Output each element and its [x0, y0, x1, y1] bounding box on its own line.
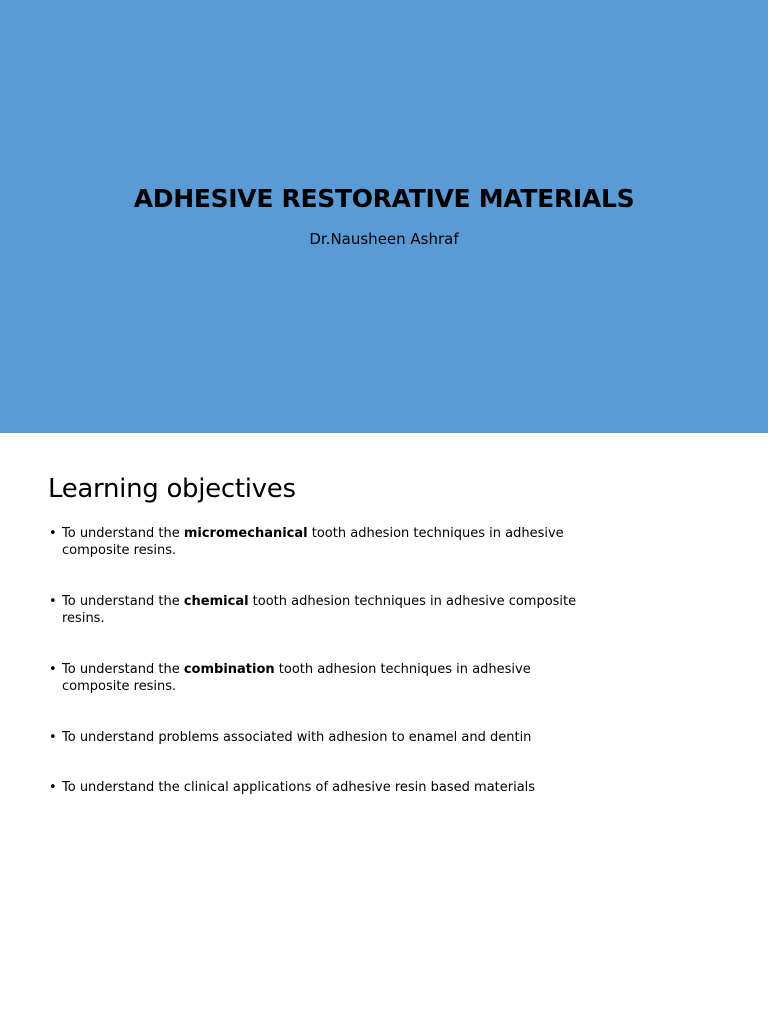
bullet-icon: • — [49, 780, 57, 795]
objective-text: tooth adhesion techniques in adhesive composite resins. — [62, 526, 564, 558]
objectives-heading: Learning objectives — [48, 474, 296, 504]
objective-keyword: combination — [183, 662, 275, 677]
objective-item — [48, 525, 578, 559]
objective-text: To understand the — [62, 594, 184, 609]
objective-text: To understand problems associated with adhesion to enamel and dentin — [62, 730, 532, 745]
bullet-icon: • — [49, 662, 57, 677]
objective-text: To understand the — [62, 662, 184, 677]
objective-item — [48, 661, 578, 695]
presentation-title: ADHESIVE RESTORATIVE MATERIALS — [133, 184, 635, 213]
objective-text: To understand the — [62, 526, 184, 541]
objectives-list — [48, 525, 578, 796]
objective-text: tooth adhesion techniques in adhesive composite resins. — [62, 594, 577, 626]
bullet-icon: • — [49, 594, 57, 609]
objective-text: To understand the clinical applications of adhesive resin based materials — [62, 780, 536, 795]
objective-item — [48, 593, 578, 627]
presentation-author: Dr.Nausheen Ashraf — [309, 230, 459, 248]
objective-item — [48, 729, 578, 746]
objective-item — [48, 779, 578, 796]
objectives-slide — [0, 433, 768, 1024]
bullet-icon: • — [49, 730, 57, 745]
objective-keyword: micromechanical — [183, 526, 308, 541]
bullet-icon: • — [49, 526, 57, 541]
title-slide — [0, 0, 768, 433]
objective-text: tooth adhesion techniques in adhesive composite resins. — [62, 662, 531, 694]
objective-keyword: chemical — [183, 594, 249, 609]
